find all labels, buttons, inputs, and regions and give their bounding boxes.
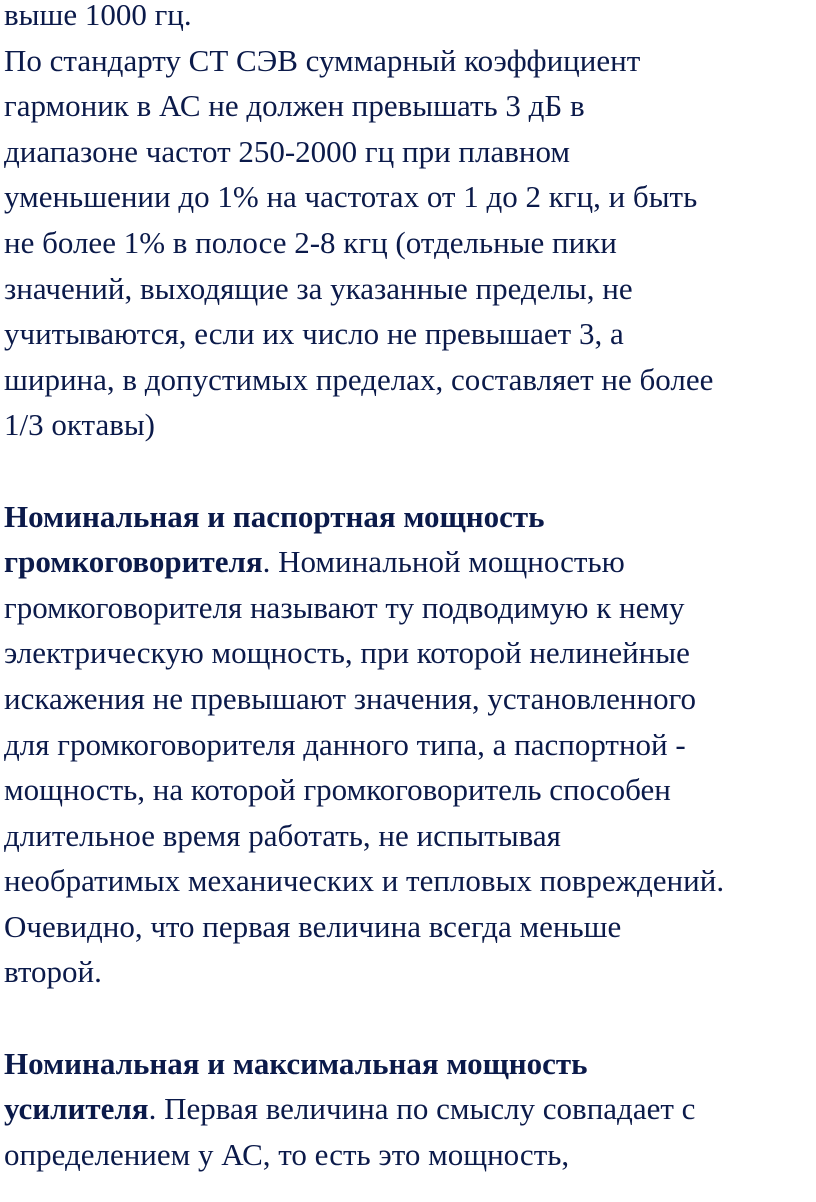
text-line: мощность, на которой громкоговоритель способен (4, 772, 671, 808)
text-line: длительное время работать, не испытывая (4, 817, 561, 853)
text-line: 1/3 октавы) (4, 407, 155, 443)
section-heading: Номинальная и паспортная мощность (4, 498, 545, 534)
section-amplifier-power (4, 1041, 812, 1178)
text-line: искажения не превышают значения, установленного (4, 680, 697, 716)
section-heading-term: громкоговорителя (4, 544, 263, 580)
text-line: не более 1% в полосе 2-8 кгц (отдельные пики (4, 224, 617, 260)
text-line: диапазоне частот 250-2000 гц при плавном (4, 133, 570, 169)
paragraph-spacer (4, 448, 812, 494)
text-line: гармоник в АС не должен превышать 3 дБ в (4, 88, 585, 124)
paragraph-spacer (4, 995, 812, 1041)
text-fragment: . Первая величина по смыслу совпадает с (148, 1091, 696, 1127)
text-line: По стандарту СТ СЭВ суммарный коэффициент (4, 42, 641, 78)
text-line: учитываются, если их число не превышает 3, а (4, 316, 624, 352)
section-loudspeaker-power (4, 494, 812, 996)
text-line: необратимых механических и тепловых повреждений. (4, 863, 725, 899)
text-line: выше 1000 гц. (4, 0, 192, 32)
text-line: ширина, в допустимых пределах, составляет не более (4, 361, 714, 397)
text-line: значений, выходящие за указанные пределы, не (4, 270, 633, 306)
text-line: электрическую мощность, при которой нелинейные (4, 635, 690, 671)
text-line: определением у АС, то есть это мощность, (4, 1136, 570, 1172)
text-line: громкоговорителя называют ту подводимую к нему (4, 589, 685, 625)
text-line: уменьшении до 1% на частотах от 1 до 2 кгц, и быть (4, 179, 698, 215)
text-line (4, 1086, 812, 1132)
text-line: второй. (4, 954, 102, 990)
intro-paragraph (4, 0, 812, 448)
text-fragment: . Номинальной мощностью (262, 544, 625, 580)
section-heading-term: усилителя (4, 1091, 149, 1127)
text-line: Очевидно, что первая величина всегда меньше (4, 908, 622, 944)
text-line (4, 539, 812, 585)
section-heading: Номинальная и максимальная мощность (4, 1045, 588, 1081)
text-line: для громкоговорителя данного типа, а паспортной - (4, 726, 686, 762)
